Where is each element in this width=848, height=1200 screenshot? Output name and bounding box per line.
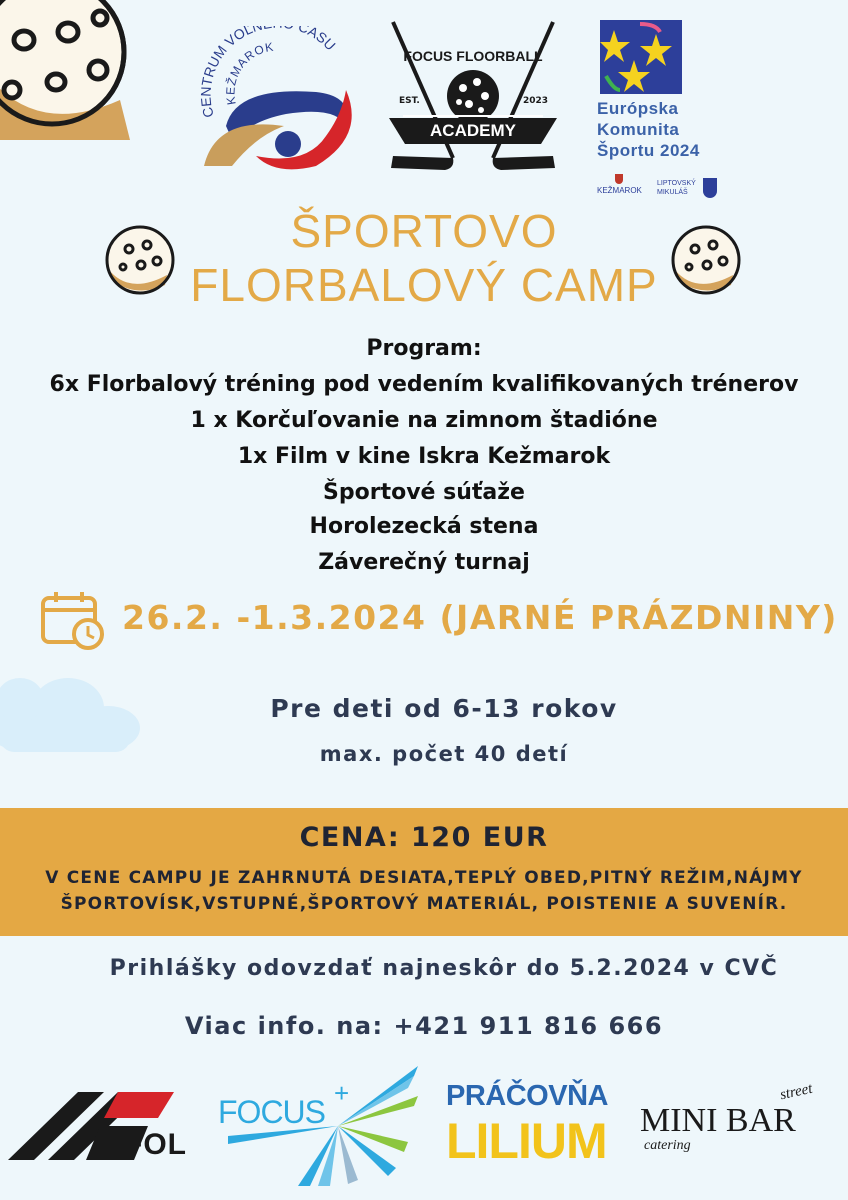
focus-plus-logo [218, 1066, 418, 1186]
eks-town2b: MIKULÁŠ [657, 189, 688, 196]
eks-line1: Európska [597, 99, 679, 118]
fol-logo [8, 1086, 208, 1166]
mini-bar-logo [640, 1080, 840, 1158]
eks-line2: Komunita [597, 120, 680, 139]
focus-academy-est-right: 2023 [523, 96, 549, 106]
pracovna-lilium-logo [446, 1080, 616, 1180]
cvc-city-text: KEŽMAROK [223, 39, 276, 106]
title-line1: ŠPORTOVO [290, 205, 558, 257]
fol-text: FOL [124, 1128, 187, 1161]
focus-academy-banner-text: ACADEMY [430, 121, 516, 140]
program-item: Športové súťaže [323, 480, 525, 505]
program-item: Horolezecká stena [309, 514, 539, 539]
floorball-ball-icon [0, 0, 135, 145]
price-band [0, 808, 848, 936]
focus-text: FOCUS [218, 1094, 325, 1130]
focus-academy-top-text: FOCUS FLOORBALL [403, 48, 543, 64]
registration-deadline: Prihlášky odovzdať najneskôr do 5.2.2024 v CVČ [109, 956, 779, 981]
capacity: max. počet 40 detí [319, 742, 569, 766]
contact-info: Viac info. na: +421 911 816 666 [184, 1012, 664, 1040]
mini-bar-catering-text: catering [644, 1138, 691, 1153]
price-includes-line1: V CENE CAMPU JE ZAHRNUTÁ DESIATA,TEPLÝ OBED,PITNÝ REŽIM,NÁJMY [45, 868, 803, 888]
liptovsky-crest-icon [703, 178, 717, 198]
age-range: Pre deti od 6-13 rokov [270, 694, 618, 723]
mini-bar-main-text: MINI BAR [640, 1102, 796, 1139]
european-community-sport-logo [597, 20, 727, 210]
eks-star-icon [600, 20, 682, 94]
eks-town1: KEŽMAROK [597, 186, 642, 195]
program-item: 6x Florbalový tréning pod vedením kvalifikovaných trénerov [49, 372, 799, 397]
program-heading: Program: [366, 336, 482, 361]
pracovna-text: PRÁČOVŇA [446, 1080, 608, 1112]
focus-floorball-academy-logo [383, 18, 563, 178]
cvc-kezmarok-logo [196, 26, 356, 176]
calendar-clock-icon [40, 590, 106, 652]
focus-plus-sign: + [334, 1078, 350, 1108]
focus-academy-est-left: EST. [399, 96, 420, 106]
program-item: 1 x Korčuľovanie na zimnom štadióne [190, 408, 658, 433]
title-line2: FLORBALOVÝ CAMP [190, 259, 658, 311]
mini-bar-street-text: street [778, 1080, 814, 1104]
eks-town2a: LIPTOVSKÝ [657, 180, 696, 187]
eks-line3: Športu 2024 [597, 141, 700, 160]
cvc-arc-text: CENTRUM VOĽ ČASU [197, 26, 339, 120]
program-item: 1x Film v kine Iskra Kežmarok [237, 444, 611, 469]
kezmarok-crest-icon [615, 174, 623, 184]
program-item: Záverečný turnaj [318, 550, 530, 575]
camp-dates: 26.2. -1.3.2024 (JARNÉ PRÁZDNINY) [122, 598, 838, 637]
lilium-text: LILIUM [446, 1113, 607, 1169]
price-title: CENA: 120 EUR [299, 822, 549, 853]
price-includes-line2: ŠPORTOVÍSK,VSTUPNÉ,ŠPORTOVÝ MATERIÁL, POISTENIE A SUVENÍR. [60, 894, 788, 914]
